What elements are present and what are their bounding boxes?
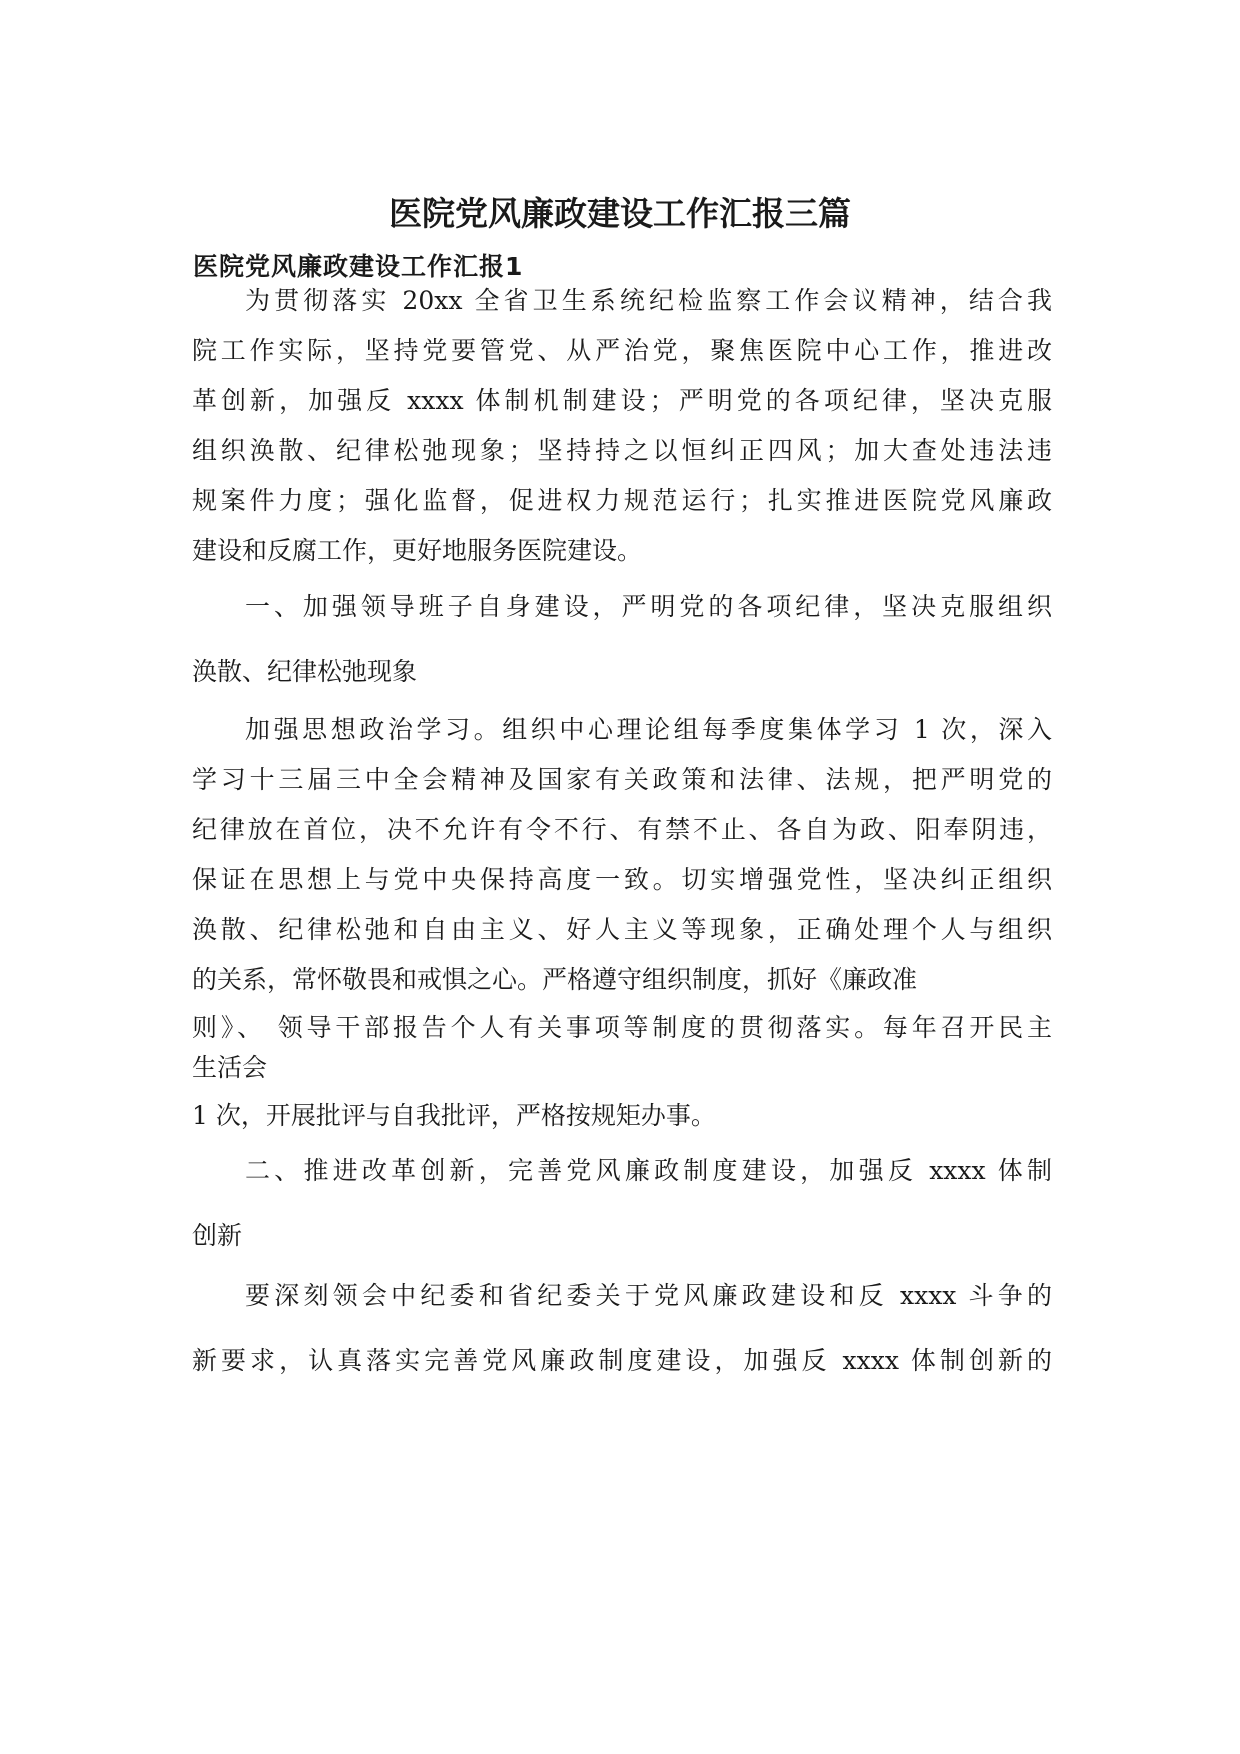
- paragraph-line: 院工作实际，坚持党要管党、从严治党，聚焦医院中心工作，推进改: [192, 336, 1052, 365]
- paragraph-line: 建设和反腐工作，更好地服务医院建设。: [192, 536, 643, 565]
- paragraph-line: 组织涣散、纪律松弛现象；坚持持之以恒纠正四风；加大查处违法违: [192, 436, 1052, 465]
- document-title: 医院党风廉政建设工作汇报三篇: [389, 194, 851, 233]
- section-title: 医院党风廉政建设工作汇报1: [193, 252, 524, 281]
- paragraph-line: 的关系，常怀敬畏和戒惧之心。严格遵守组织制度，抓好《廉政准: [192, 965, 918, 994]
- paragraph-line: 生活会: [192, 1053, 268, 1082]
- heading-line: 创新: [192, 1221, 243, 1250]
- paragraph-line: 要深刻领会中纪委和省纪委关于党风廉政建设和反 xxxx 斗争的: [245, 1281, 1052, 1310]
- paragraph-line: 涣散、纪律松弛和自由主义、好人主义等现象，正确处理个人与组织: [192, 915, 1052, 944]
- paragraph-line: 加强思想政治学习。组织中心理论组每季度集体学习 1 次，深入: [245, 715, 1052, 744]
- paragraph-line: 为贯彻落实 20xx 全省卫生系统纪检监察工作会议精神，结合我: [245, 286, 1052, 315]
- paragraph-line: 学习十三届三中全会精神及国家有关政策和法律、法规，把严明党的: [192, 765, 1052, 794]
- heading-line: 二、推进改革创新，完善党风廉政制度建设，加强反 xxxx 体制: [245, 1156, 1052, 1185]
- paragraph-line: 1 次，开展批评与自我批评，严格按规矩办事。: [192, 1101, 716, 1130]
- paragraph-line: 纪律放在首位，决不允许有令不行、有禁不止、各自为政、阳奉阴违，: [192, 815, 1052, 844]
- paragraph-line: 新要求，认真落实完善党风廉政制度建设，加强反 xxxx 体制创新的: [192, 1346, 1052, 1375]
- paragraph-line: 保证在思想上与党中央保持高度一致。切实增强党性，坚决纠正组织: [192, 865, 1052, 894]
- heading-line: 一、加强领导班子自身建设，严明党的各项纪律，坚决克服组织: [245, 592, 1052, 621]
- paragraph-line: 革创新，加强反 xxxx 体制机制建设；严明党的各项纪律，坚决克服: [192, 386, 1052, 415]
- heading-line: 涣散、纪律松弛现象: [192, 657, 418, 686]
- paragraph-line: 则》、 领导干部报告个人有关事项等制度的贯彻落实。每年召开民主: [192, 1013, 1052, 1042]
- paragraph-line: 规案件力度；强化监督，促进权力规范运行；扎实推进医院党风廉政: [192, 486, 1052, 515]
